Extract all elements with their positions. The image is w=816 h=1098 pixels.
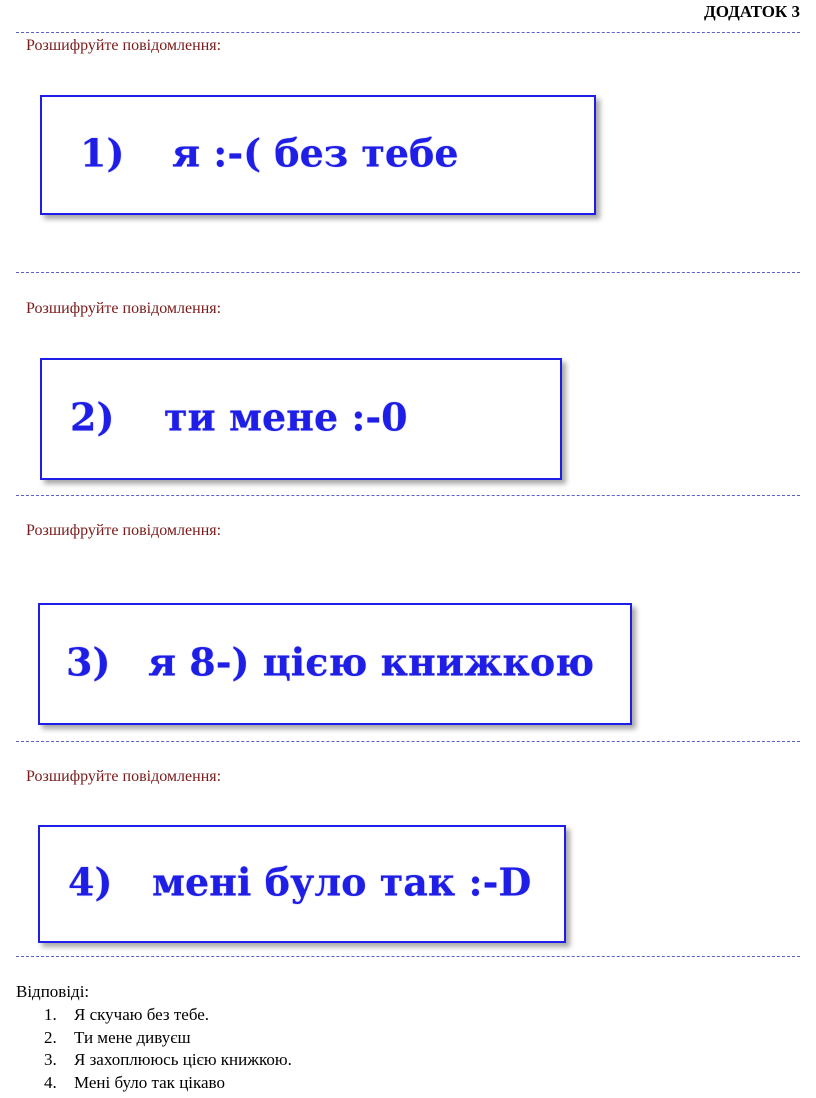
answers-list <box>44 1004 292 1094</box>
task-2-prompt: Розшифруйте повідомлення: <box>26 300 222 317</box>
answer-item: 2. Ти мене дивуєш <box>44 1027 191 1047</box>
answers-title: Відповіді: <box>16 982 90 1001</box>
task-4-card <box>38 825 566 943</box>
task-3-prompt: Розшифруйте повідомлення: <box>26 522 222 539</box>
task-3-card <box>38 603 632 725</box>
divider <box>16 741 800 742</box>
task-2-text: ти мене :-0 <box>164 394 408 440</box>
task-1-number: 1) <box>80 130 125 176</box>
task-3-number: 3) <box>66 639 111 685</box>
task-1-prompt: Розшифруйте повідомлення: <box>26 37 222 54</box>
appendix-title: ДОДАТОК 3 <box>704 2 800 21</box>
divider <box>16 272 800 273</box>
task-1-card <box>40 95 596 215</box>
divider <box>16 495 800 496</box>
task-4-text: мені було так :-D <box>152 859 532 905</box>
task-4-prompt: Розшифруйте повідомлення: <box>26 768 222 785</box>
answer-item: 3. Я захоплююсь цією книжкою. <box>44 1050 292 1069</box>
task-1-text: я :-( без тебе <box>172 130 459 176</box>
answer-item: 4. Мені було так цікаво <box>44 1072 225 1092</box>
divider <box>16 32 800 33</box>
task-3-text: я 8-) цією книжкою <box>148 639 595 685</box>
answer-item: 1. Я скучаю без тебе. <box>44 1005 210 1024</box>
task-2-card <box>40 358 562 480</box>
task-4-number: 4) <box>68 859 113 905</box>
task-2-number: 2) <box>70 394 115 440</box>
divider <box>16 956 800 957</box>
